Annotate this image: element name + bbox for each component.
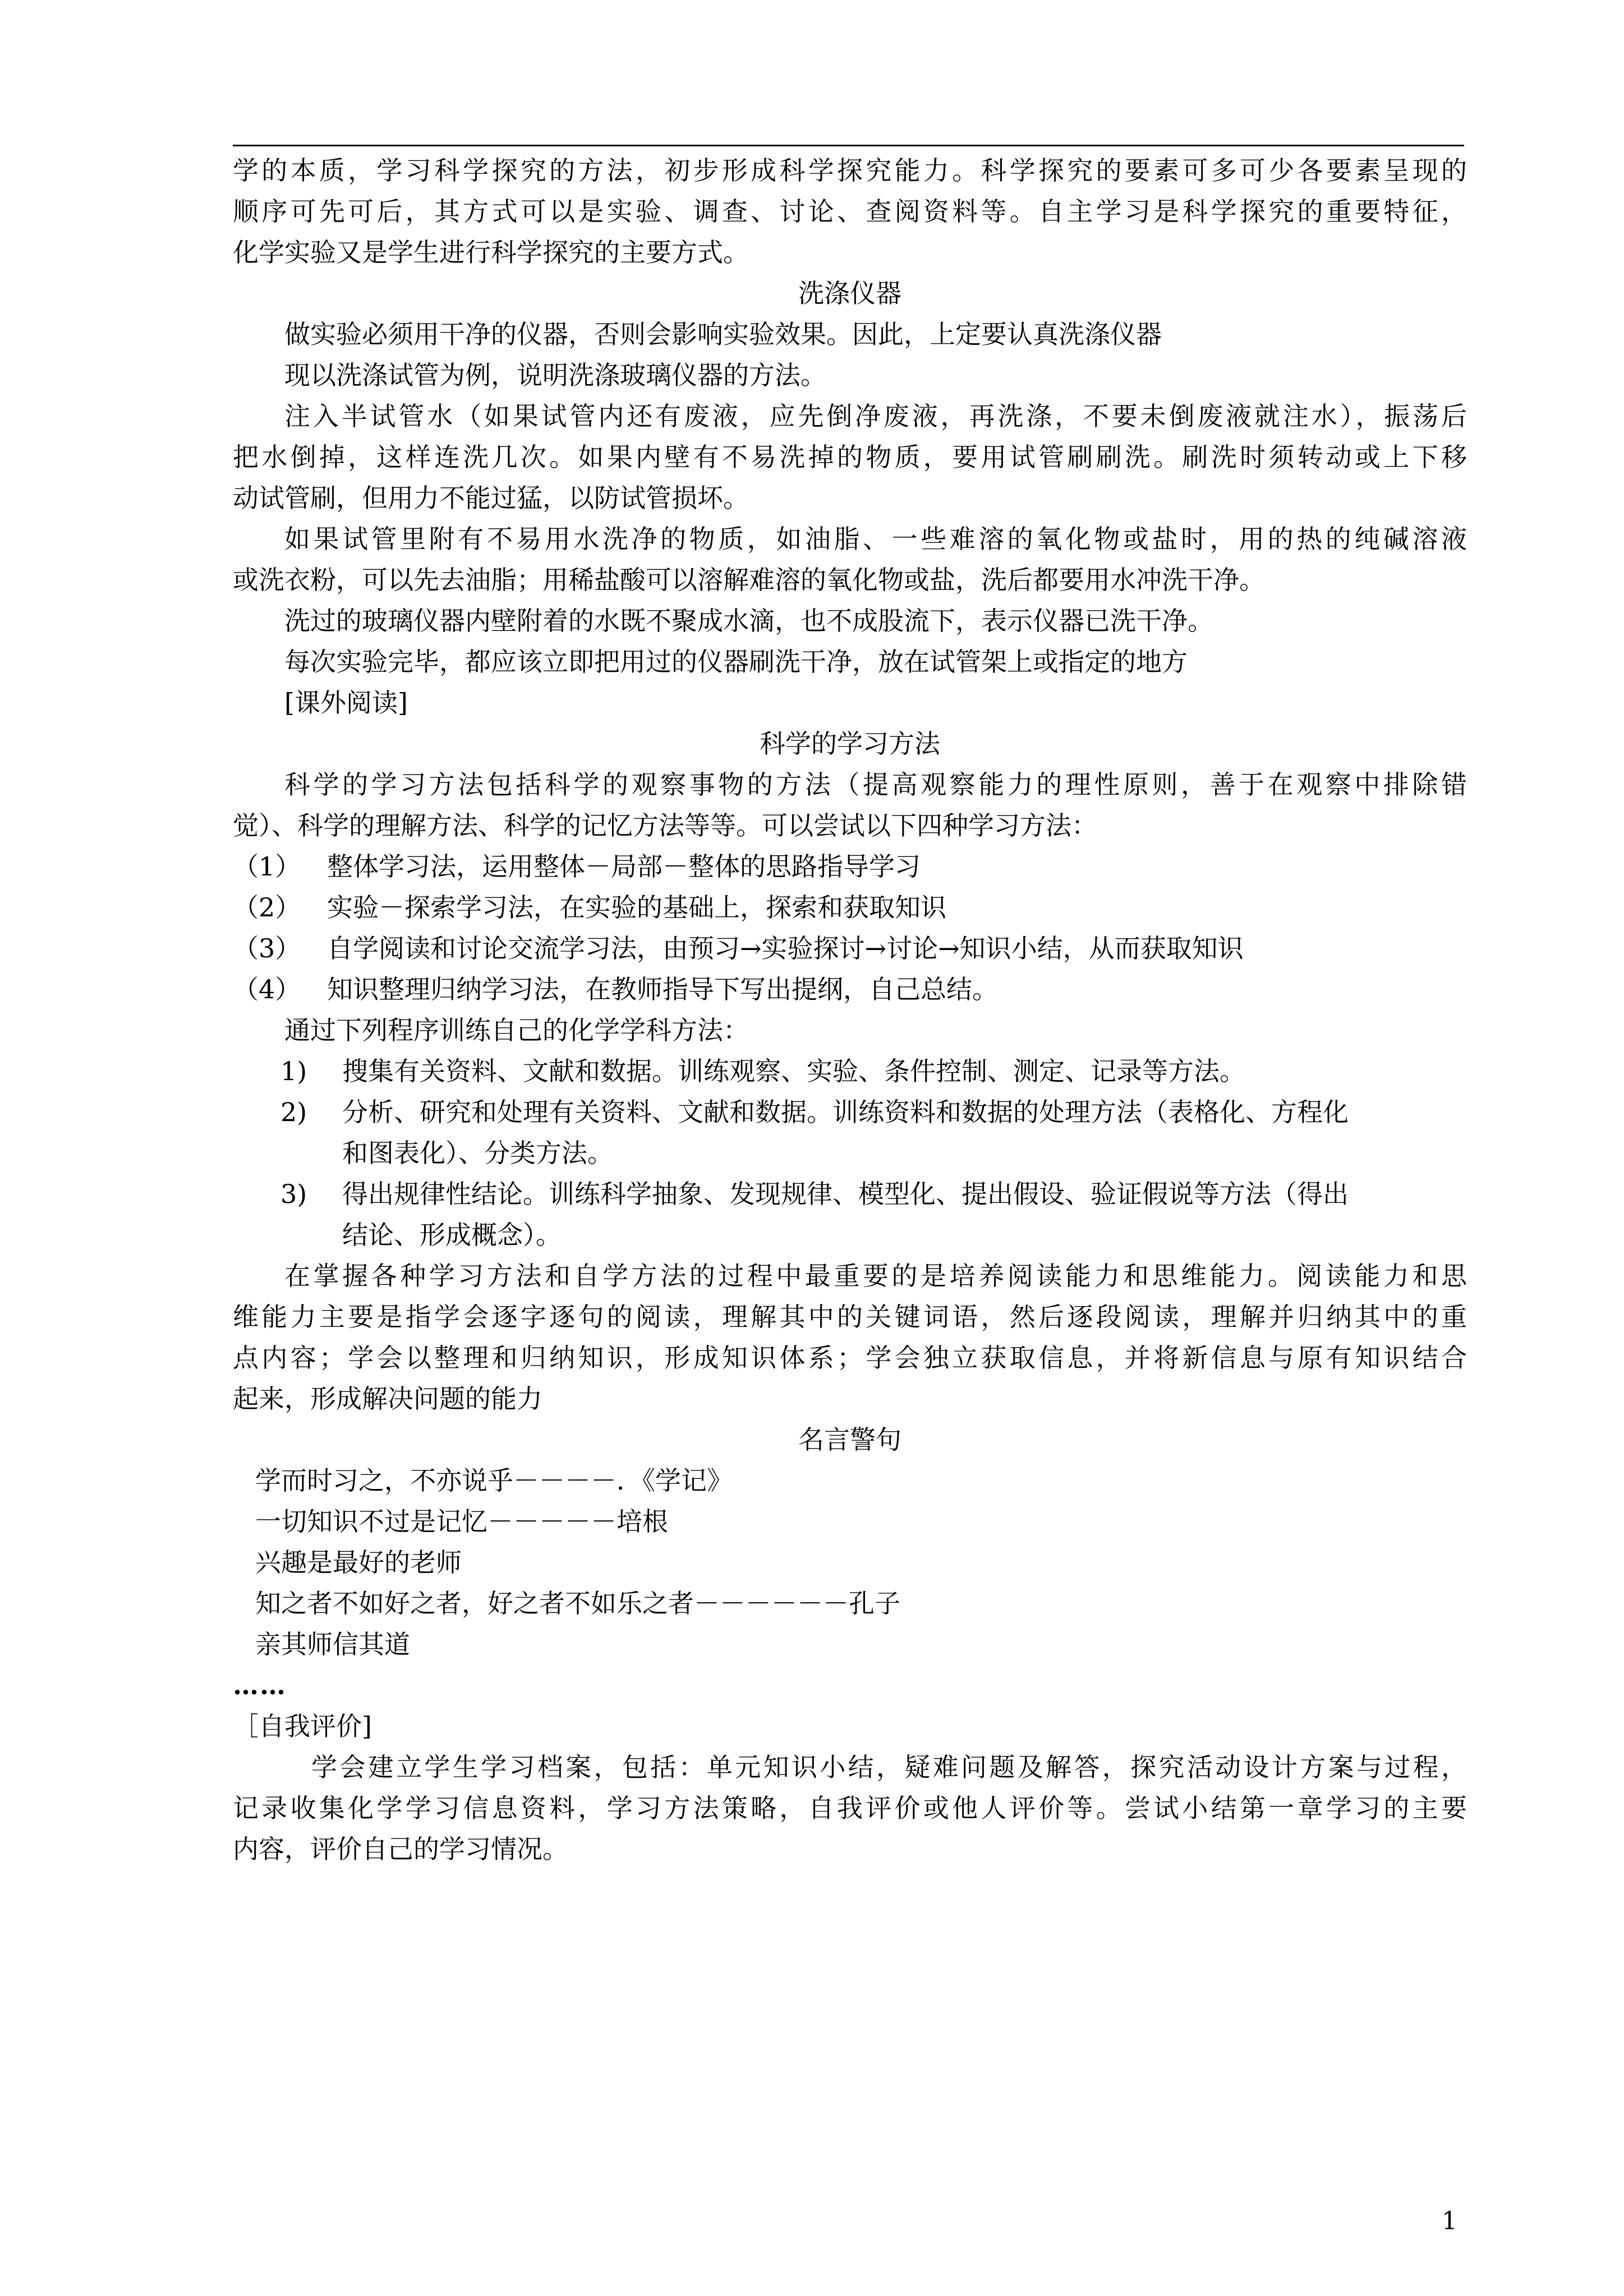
header-rule	[233, 145, 1464, 146]
paragraph-line: 或洗衣粉，可以先去油脂；用稀盐酸可以溶解难溶的氧化物或盐，洗后都要用水冲洗干净。	[233, 565, 1265, 595]
list-item	[233, 1051, 1467, 1092]
section-title-methods: 科学的学习方法	[760, 729, 940, 759]
section-title-quotes: 名言警句	[798, 1424, 901, 1455]
list-text: 搜集有关资料、文献和数据。训练观察、实验、条件控制、测定、记录等方法。	[342, 1056, 1245, 1086]
quote-line: 学而时习之，不亦说乎－－－－．《学记》	[255, 1465, 733, 1496]
paragraph-line: 动试管刷，但用力不能过猛，以防试管损坏。	[233, 483, 749, 513]
paragraph-line: 洗过的玻璃仪器内壁附着的水既不聚成水滴，也不成股流下，表示仪器已洗干净。	[284, 606, 1213, 636]
list-text: 自学阅读和讨论交流学习法，由预习→实验探讨→讨论→知识小结，从而获取知识	[327, 933, 1244, 963]
list-item	[233, 846, 1467, 887]
paragraph-line: 内容，评价自己的学习情况。	[233, 1834, 568, 1864]
list-text: 得出规律性结论。训练科学抽象、发现规律、模型化、提出假设、验证假说等方法（得出	[342, 1179, 1349, 1209]
paragraph-line: 学会建立学生学习档案，包括：单元知识小结，疑难问题及解答，探究活动设计方案与过程，	[311, 1752, 1467, 1782]
list-number: （4）	[233, 974, 301, 1004]
list-number: （2）	[233, 892, 301, 923]
paragraph-line: 在掌握各种学习方法和自学方法的过程中最重要的是培养阅读能力和思维能力。阅读能力和思	[284, 1261, 1467, 1291]
list-text-continued: 结论、形成概念）。	[342, 1220, 562, 1250]
list-number: （1）	[233, 851, 301, 882]
list-number: 1)	[280, 1056, 307, 1086]
section-title-washing: 洗涤仪器	[798, 278, 901, 308]
document-body	[233, 150, 1467, 1870]
quote-line: 兴趣是最好的老师	[255, 1547, 462, 1578]
list-number: 2)	[280, 1097, 307, 1127]
list-text: 实验－探索学习法，在实验的基础上，探索和获取知识	[327, 892, 946, 923]
paragraph-line: 化学实验又是学生进行科学探究的主要方式。	[233, 237, 749, 268]
page-number: 1	[1442, 2207, 1457, 2235]
list-item	[233, 887, 1467, 928]
paragraph-line: 通过下列程序训练自己的化学学科方法：	[284, 1015, 749, 1045]
ellipsis: ……	[233, 1670, 287, 1700]
paragraph-line: 把水倒掉，这样连洗几次。如果内壁有不易洗掉的物质，要用试管刷刷洗。刷洗时须转动或上下移	[233, 442, 1467, 472]
paragraph-line: 科学的学习方法包括科学的观察事物的方法（提高观察能力的理性原则，善于在观察中排除错	[284, 769, 1467, 800]
list-number: （3）	[233, 933, 301, 963]
paragraph-line: 记录收集化学学习信息资料，学习方法策略，自我评价或他人评价等。尝试小结第一章学习的主要	[233, 1793, 1467, 1823]
paragraph-line: 注入半试管水（如果试管内还有废液，应先倒净废液，再洗涤，不要未倒废液就注水），振荡后	[284, 401, 1467, 431]
list-item	[233, 1092, 1467, 1133]
quote-line: 一切知识不过是记忆－－－－－培根	[255, 1506, 668, 1537]
paragraph-line: 做实验必须用干净的仪器，否则会影响实验效果。因此，上定要认真洗涤仪器	[284, 319, 1162, 349]
paragraph-line: 现以洗涤试管为例，说明洗涤玻璃仪器的方法。	[284, 360, 826, 390]
paragraph-line: 顺序可先可后，其方式可以是实验、调查、讨论、查阅资料等。自主学习是科学探究的重要特征，	[233, 196, 1467, 227]
list-number: 3)	[280, 1179, 307, 1209]
list-text: 整体学习法，运用整体－局部－整体的思路指导学习	[327, 851, 921, 882]
extra-reading-label: [课外阅读]	[284, 688, 408, 718]
list-item	[233, 1174, 1467, 1215]
paragraph-line: 每次实验完毕，都应该立即把用过的仪器刷洗干净，放在试管架上或指定的地方	[284, 647, 1188, 677]
paragraph-line: 点内容；学会以整理和归纳知识，形成知识体系；学会独立获取信息，并将新信息与原有知识结合	[233, 1343, 1467, 1373]
list-text-continued: 和图表化）、分类方法。	[342, 1138, 613, 1168]
paragraph-line: 觉）、科学的理解方法、科学的记忆方法等等。可以尝试以下四种学习方法：	[233, 810, 1097, 841]
list-item	[233, 969, 1467, 1010]
paragraph-line: 如果试管里附有不易用水洗净的物质，如油脂、一些难溶的氧化物或盐时，用的热的纯碱溶液	[284, 524, 1467, 554]
paragraph-line: 维能力主要是指学会逐字逐句的阅读，理解其中的关键词语，然后逐段阅读，理解并归纳其中的重	[233, 1302, 1467, 1332]
list-item	[233, 928, 1467, 969]
quote-line: 知之者不如好之者，好之者不如乐之者－－－－－－孔子	[255, 1588, 900, 1619]
list-text: 知识整理归纳学习法，在教师指导下写出提纲，自己总结。	[327, 974, 998, 1004]
quote-line: 亲其师信其道	[255, 1629, 410, 1659]
paragraph-line: 起来，形成解决问题的能力	[233, 1384, 542, 1414]
list-text: 分析、研究和处理有关资料、文献和数据。训练资料和数据的处理方法（表格化、方程化	[342, 1097, 1349, 1127]
paragraph-line: 学的本质，学习科学探究的方法，初步形成科学探究能力。科学探究的要素可多可少各要素呈现的	[233, 155, 1467, 186]
self-eval-title: ［自我评价]	[233, 1711, 372, 1741]
